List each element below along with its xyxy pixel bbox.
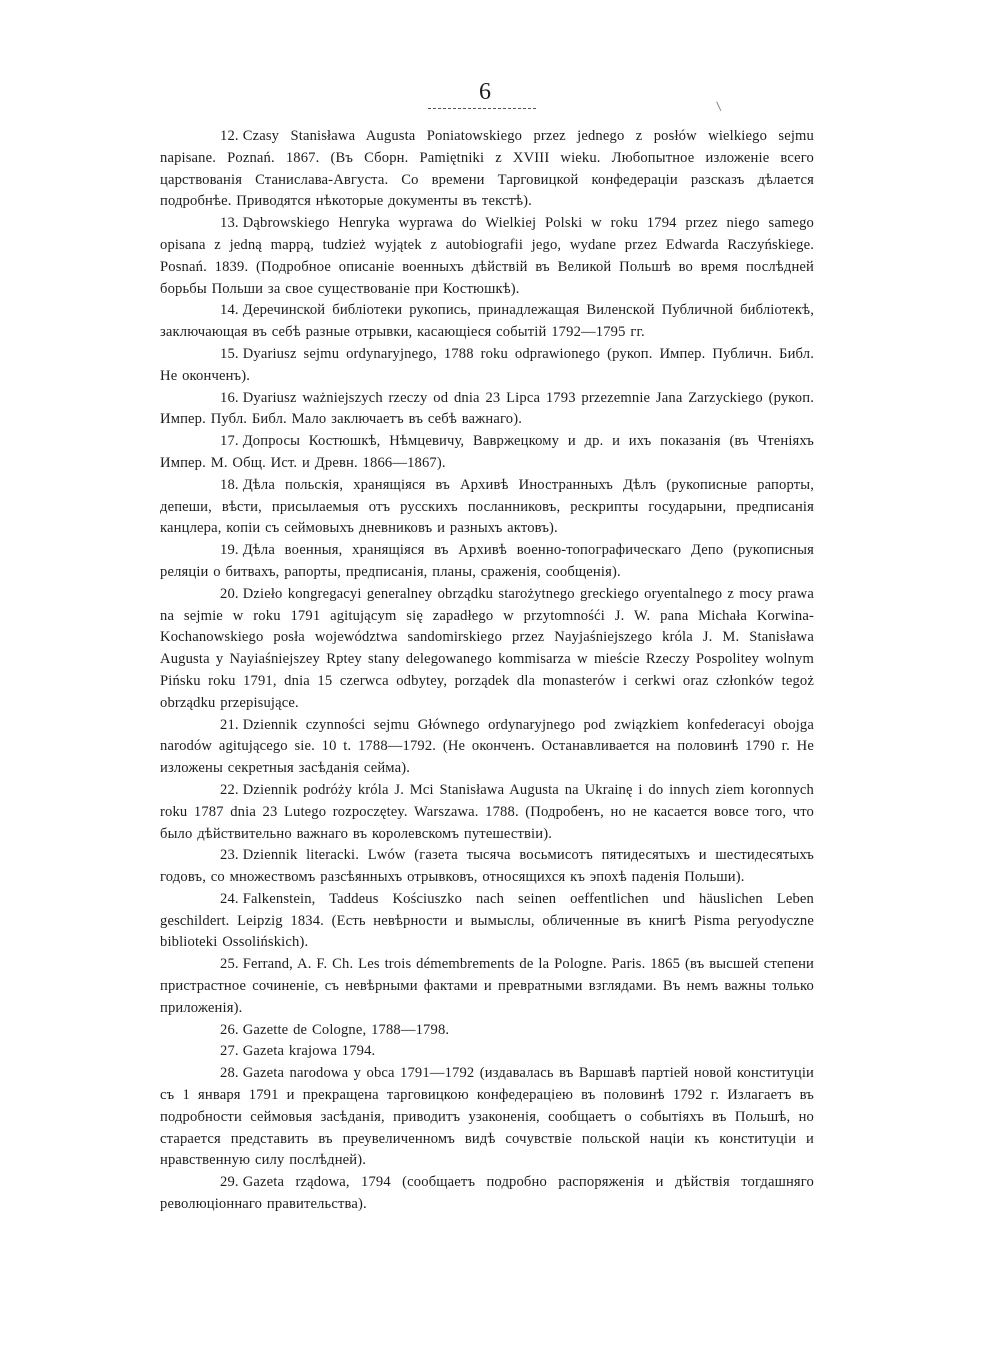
entry-number: 28. <box>220 1065 239 1082</box>
entry-number: 13. <box>220 215 239 232</box>
entry-number: 17. <box>220 433 239 450</box>
header-rule <box>428 108 536 109</box>
entry-text: Дѣла военныя, хранящіяся въ Архивѣ военно-топографическаго Депо (рукописныя реляціи о битвахъ, рапорты, предписанія, планы, сраженія, сообщенія). <box>160 542 814 580</box>
entry-number: 29. <box>220 1174 239 1191</box>
bibliography-entry <box>160 954 814 1019</box>
entry-number: 24. <box>220 890 239 907</box>
page-number: 6 <box>479 79 491 105</box>
bibliography-entry <box>160 715 814 780</box>
entry-number: 25. <box>220 956 239 973</box>
entry-text: Gazeta krajowa 1794. <box>242 1043 376 1060</box>
bibliography-entry <box>160 475 814 540</box>
entry-text: Деречинской библіотеки рукопись, принадлежащая Виленской Публичной библіотекѣ, заключающая въ себѣ разные отрывки, касающіеся событій 1792—1795 гг. <box>160 302 814 341</box>
entry-number: 22. <box>220 781 239 798</box>
entry-text: Czasy Stanisława Augusta Poniatowskiego przez jednego z posłów wielkiego sejmu napisane. Poznań. 1867. (Въ Сборн. Pamiętniki z XVIII wieku. Любопытное изложеніе всего царствованія Станислава-Августа. Со времени Тарговицкой конфедераціи разсказъ дѣлается подробнѣе. Приводятся нѣкоторые документы въ текстѣ). <box>160 128 814 210</box>
entry-text: Falkenstein, Taddeus Kościuszko nach seinen oeffentlichen und häuslichen Leben geschildert. Leipzig 1834. (Есть невѣрности и вымыслы, обличенные въ книгѣ Pisma peryodyczne biblioteki Ossolińskich). <box>160 890 814 951</box>
entry-text: Dzieło kongregacyi generalney obrządku starożytnego greckiego oryentalnego z mocy prawa na sejmie w roku 1791 agitującym się zapadłego w przytomnośći J. W. pana Michała Korwina-Kochanowskiego posła województwa sandomirskiego przez Nayjaśniejszego króla J. M. Stanisława Augusta y Nayiaśniejszey Rptey stany delegowanego kommisarza w mieście Rzeczy Pospolitey wolnym Pińsku roku 1791, dnia 15 czerwca odbytey, porządek dla monasterów i cerkwi oraz członków tegoż obrządku przepisujące. <box>160 585 814 711</box>
entry-number: 19. <box>220 542 239 559</box>
bibliography-entry <box>160 431 814 475</box>
entry-number: 21. <box>220 716 239 733</box>
bibliography-entry <box>160 584 814 715</box>
entry-text: Ferrand, A. F. Ch. Les trois démembrements de la Pologne. Paris. 1865 (въ высшей степени пристрастное сочиненіе, съ невѣрными фактами и превратными взглядами. Въ немъ важны только приложенія). <box>160 956 814 1016</box>
entry-number: 14. <box>220 302 239 319</box>
bibliography-entry <box>160 1020 814 1042</box>
bibliography-entry <box>160 213 814 300</box>
entry-text: Dyariusz ważniejszych rzeczy od dnia 23 Lipca 1793 przezemnie Jana Zarzyckiego (рукоп. Импер. Публ. Библ. Мало заключаетъ въ себѣ важнаго). <box>160 389 814 428</box>
bibliography-entry <box>160 889 814 954</box>
bibliography-entry <box>160 780 814 845</box>
entry-text: Gazeta narodowa y obca 1791—1792 (издавалась въ Варшавѣ партіей новой конституціи съ 1 января 1791 и прекращена тарговицкою конфедераціею въ половинѣ 1792 г. Излагаетъ въ подробности сеймовыя засѣданія, приводитъ узаконенія, сообщаетъ о событіяхъ въ Польшѣ, но старается представить въ преувеличенномъ видѣ сочувствіе польской націи къ конституціи и нравственную силу послѣдней). <box>160 1065 814 1169</box>
entry-text: Dziennik literacki. Lwów (газета тысяча восьмисотъ пятидесятыхъ и шестидесятыхъ годовъ, со множествомъ разсѣянныхъ отрывковъ, относящихся къ эпохѣ паденія Польши). <box>160 847 814 886</box>
entry-text: Gazeta rządowa, 1794 (сообщаетъ подробно распоряженія и дѣйствія тогдашняго революціоннаго правительства). <box>160 1174 814 1213</box>
bibliography-entry <box>160 300 814 344</box>
bibliography-entry <box>160 388 814 432</box>
entry-text: Дѣла польскія, хранящіяся въ Архивѣ Иностранныхъ Дѣлъ (рукописные рапорты, депеши, вѣсти, присылаемыя отъ русскихъ посланниковъ, рескрипты государыни, предписанія канцлера, копіи съ сеймовыхъ дневниковъ и разныхъ актовъ). <box>160 476 814 537</box>
entry-text: Допросы Костюшкѣ, Нѣмцевичу, Вавржецкому и др. и ихъ показанія (въ Чтеніяхъ Импер. М. Общ. Ист. и Древн. 1866—1867). <box>160 433 814 471</box>
bibliography-list <box>160 126 814 1216</box>
entry-number: 23. <box>220 847 239 864</box>
entry-text: Gazette de Cologne, 1788—1798. <box>242 1021 450 1038</box>
entry-number: 27. <box>220 1043 239 1060</box>
stray-mark <box>716 99 727 111</box>
entry-number: 18. <box>220 476 239 493</box>
bibliography-entry <box>160 1063 814 1172</box>
entry-number: 26. <box>220 1021 239 1038</box>
entry-text: Dyariusz sejmu ordynaryjnego, 1788 roku odprawionego (рукоп. Импер. Публичн. Библ. Не оконченъ). <box>160 345 814 384</box>
entry-number: 16. <box>220 389 239 406</box>
entry-number: 12. <box>220 128 239 144</box>
entry-number: 15. <box>220 345 239 362</box>
entry-text: Dziennik czynności sejmu Głównego ordynaryjnego pod związkiem konfederacyi obojga narodów agitującego sie. 10 t. 1788—1792. (Не оконченъ. Останавливается на половинѣ 1790 г. Не изложены секретныя засѣданія сейма). <box>160 716 814 777</box>
bibliography-entry <box>160 126 814 213</box>
entry-text: Dąbrowskiego Henryka wyprawa do Wielkiej Polski w roku 1794 przez niego samego opisana z jedną mappą, tudzież wyjątek z autobiografii jego, wydane przez Edwarda Raczyńskiege. Posnań. 1839. (Подробное описаніе военныхъ дѣйствій въ Великой Польшѣ во время послѣдней борьбы Польши за свое существованіе при Костюшкѣ). <box>160 215 814 297</box>
entry-text: Dziennik podróży króla J. Mci Stanisława Augusta na Ukrainę i do innych ziem koronnych roku 1787 dnia 23 Lutego rozpoczętey. Warszawa. 1788. (Подробенъ, но не касается вовсе того, что было дѣйствительно важнаго въ королевскомъ путешествіи). <box>160 781 814 842</box>
bibliography-entry <box>160 1172 814 1216</box>
bibliography-entry <box>160 845 814 889</box>
bibliography-entry <box>160 540 814 584</box>
bibliography-entry <box>160 1041 814 1063</box>
entry-number: 20. <box>220 585 239 602</box>
bibliography-entry <box>160 344 814 388</box>
